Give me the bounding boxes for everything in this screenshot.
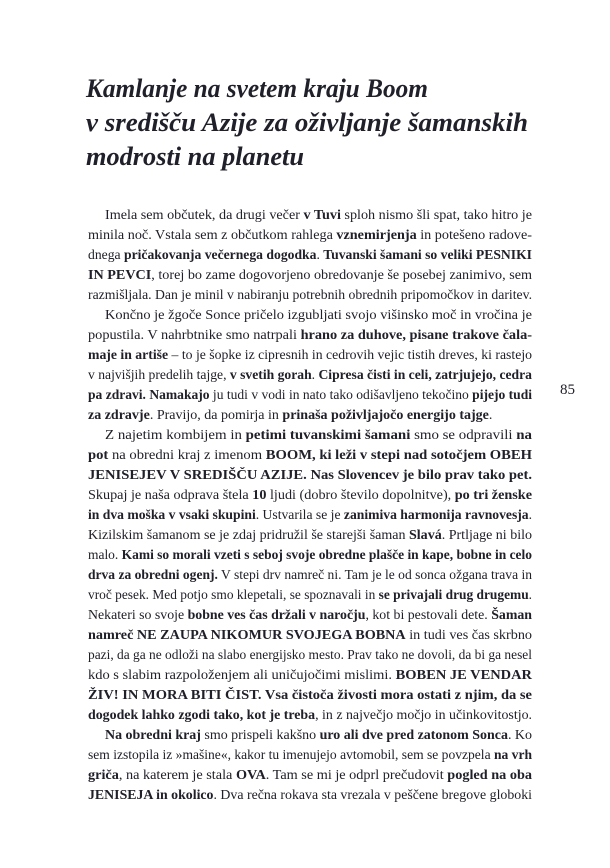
text-run: . bbox=[528, 588, 532, 603]
chapter-title-line bbox=[86, 106, 528, 140]
text-line-content bbox=[88, 786, 532, 806]
text-run: popustila. V nahrbtnike smo natrpali bbox=[88, 328, 301, 343]
text-line-content bbox=[88, 526, 532, 546]
bold-text-run: dogodek lahko zgodi tako, kot je treba bbox=[88, 708, 316, 723]
text-run: Kizilskim šamanom se je zdaj pridružil še starejši šaman bbox=[88, 528, 409, 543]
text-line-content bbox=[88, 606, 532, 626]
text-run: , torej bo zame dogovorjeno obredovanje še posebej zanimivo, sem bbox=[151, 268, 532, 283]
text-line bbox=[88, 206, 532, 226]
text-run: . Prtljage ni bilo bbox=[441, 528, 532, 543]
text-line-content bbox=[88, 586, 532, 606]
text-line-content bbox=[88, 706, 532, 726]
text-line-content bbox=[88, 366, 532, 386]
text-line bbox=[88, 246, 532, 266]
text-run: sem izstopila iz »mašine«, kakor tu imenujejo avtomobil, sem se povzpela bbox=[88, 748, 494, 763]
text-line bbox=[88, 566, 532, 586]
text-line-content bbox=[88, 346, 532, 366]
text-run: smo se odpravili bbox=[410, 428, 517, 443]
bold-text-run: uro ali dve pred zatonom Sonca bbox=[319, 728, 508, 743]
text-line bbox=[88, 366, 532, 386]
text-run: dnega bbox=[88, 248, 124, 263]
bold-text-run: pot bbox=[88, 448, 109, 463]
bold-text-run: griča bbox=[88, 768, 119, 783]
bold-text-run: Šaman bbox=[491, 608, 532, 623]
paragraph bbox=[88, 206, 532, 306]
text-line-content bbox=[88, 246, 532, 266]
text-line bbox=[88, 386, 532, 406]
bold-text-run: ŽIV! IN MORA BITI ČIST. Vsa čistoča živosti mora ostati z njim, da se bbox=[88, 688, 532, 703]
text-run: – to je šopke iz cipresnih in cedrovih vejic tistih dreves, ki rastejo bbox=[168, 348, 532, 363]
chapter-title-text: modrosti na planetu bbox=[86, 142, 304, 171]
text-line-content bbox=[88, 646, 532, 666]
chapter-title-line bbox=[86, 140, 512, 174]
chapter-title-text: Kamlanje na svetem kraju Boom bbox=[86, 74, 428, 103]
bold-text-run: bobne ves čas držali v naročju bbox=[187, 608, 366, 623]
bold-text-run: JENISEJA in okolico bbox=[88, 788, 214, 803]
text-run: na obredni kraj z imenom bbox=[108, 448, 266, 463]
text-run: . Dva rečna rokava sta vrezala v peščene bregove globoki bbox=[213, 788, 532, 803]
text-line bbox=[88, 226, 532, 246]
text-run: malo. bbox=[88, 548, 122, 563]
text-run: Končno je žgoče Sonce pričelo izgubljati svojo višinsko moč in vročina je bbox=[105, 308, 532, 323]
bold-text-run: drva za obredni ogenj. bbox=[88, 568, 218, 583]
text-line bbox=[88, 286, 532, 306]
text-run: in tudi ves čas skrbno bbox=[405, 628, 532, 643]
bold-text-run: zanimiva harmonija ravnovesja bbox=[343, 508, 529, 523]
text-run: . bbox=[528, 508, 532, 523]
text-line-content bbox=[88, 326, 532, 346]
bold-text-run: pijejo tudi bbox=[472, 388, 532, 403]
text-line bbox=[88, 326, 532, 346]
text-line-content bbox=[88, 446, 532, 466]
text-run: razmišljala. Dan je minil v nabiranju potrebnih obrednih pripomočkov in daritev. bbox=[88, 288, 532, 303]
bold-text-run: prinaša poživljajočo energijo tajge bbox=[282, 408, 489, 423]
text-line-content bbox=[88, 686, 532, 706]
text-run: sploh nismo šli spat, tako hitro je bbox=[340, 208, 532, 223]
text-line-content bbox=[88, 266, 532, 286]
bold-text-run: Tuvanski šamani so veliki PESNIKI bbox=[323, 248, 532, 263]
bold-text-run: pričakovanja večernega dogodka bbox=[123, 248, 317, 263]
text-run: Skupaj je naša odprava štela bbox=[88, 488, 253, 503]
text-line-content bbox=[105, 306, 532, 326]
bold-text-run: na bbox=[516, 428, 532, 443]
text-run: kdo s slabim razpoloženjem ali uničujočimi mislimi. bbox=[88, 668, 396, 683]
text-line bbox=[88, 486, 532, 506]
text-line-content bbox=[88, 226, 532, 246]
bold-text-run: v svetih gorah bbox=[229, 368, 312, 383]
text-line-content bbox=[88, 566, 532, 586]
bold-text-run: Na obredni kraj bbox=[105, 728, 201, 743]
text-line-content bbox=[88, 546, 532, 566]
text-line bbox=[88, 726, 532, 746]
bold-text-run: namreč NE ZAUPA NIKOMUR SVOJEGA BOBNA bbox=[88, 628, 406, 643]
text-run: smo prispeli kakšno bbox=[200, 728, 320, 743]
bold-text-run: v Tuvi bbox=[303, 208, 341, 223]
text-run: , in z največjo močjo in učinkovitostjo. bbox=[315, 708, 532, 723]
text-line-content bbox=[105, 726, 532, 746]
bold-text-run: in dva moška v vsaki skupini bbox=[88, 508, 256, 523]
text-line-content bbox=[88, 626, 532, 646]
bold-text-run: hrano za duhove, pisane trakove čala- bbox=[300, 328, 532, 343]
text-line-content bbox=[88, 406, 492, 426]
bold-text-run: za zdravje bbox=[88, 408, 150, 423]
bold-text-run: 10 bbox=[252, 488, 267, 503]
text-line bbox=[88, 686, 532, 706]
text-line-content bbox=[105, 206, 532, 226]
text-run: minila noč. Vstala sem z občutkom rahlega bbox=[88, 228, 337, 243]
bold-text-run: IN PEVCI bbox=[88, 268, 152, 283]
bold-text-run: maje in artiše bbox=[88, 348, 169, 363]
bold-text-run: vznemirjenja bbox=[336, 228, 417, 243]
bold-text-run: JENISEJEV V SREDIŠČU AZIJE. Nas Slovencev je bilo prav tako pet. bbox=[88, 468, 532, 483]
text-line bbox=[88, 266, 532, 286]
text-line-content bbox=[105, 426, 532, 446]
text-line bbox=[88, 706, 532, 726]
bold-text-run: pa zdravi. Namakajo bbox=[88, 388, 210, 403]
bold-text-run: petimi tuvanskimi šamani bbox=[245, 428, 411, 443]
text-line bbox=[88, 426, 532, 446]
text-line bbox=[88, 766, 532, 786]
bold-text-run: se privajali drug drugemu bbox=[378, 588, 529, 603]
text-run: . bbox=[488, 408, 493, 423]
paragraph bbox=[88, 726, 532, 806]
bold-text-run: Kami so morali vzeti s seboj svoje obredne plašče in kape, bobne in celo bbox=[121, 548, 533, 563]
text-line bbox=[88, 306, 532, 326]
text-line bbox=[88, 546, 532, 566]
bold-text-run: po tri ženske bbox=[454, 488, 532, 503]
text-run: v najvišjih predelih tajge, bbox=[88, 368, 230, 383]
text-line bbox=[88, 646, 532, 666]
bold-text-run: Cipresa čisti in celi, zatrjujejo, cedra bbox=[318, 368, 532, 383]
text-line-content bbox=[88, 666, 532, 686]
text-line-content bbox=[88, 746, 532, 766]
bold-text-run: Slavá bbox=[408, 528, 442, 543]
text-line bbox=[88, 626, 532, 646]
bold-text-run: BOOM, ki leži v stepi nad sotočjem OBEH bbox=[265, 448, 532, 463]
text-line bbox=[88, 466, 532, 486]
text-run: pazi, da ga ne odloži na slabo energijsko mesto. Prav tako ne dovoli, da bi ga nesel bbox=[88, 648, 532, 663]
text-line-content bbox=[88, 506, 532, 526]
text-run: . Tam se mi je odprl prečudovit bbox=[265, 768, 448, 783]
paragraph bbox=[88, 306, 532, 426]
text-line bbox=[88, 586, 532, 606]
text-run: . Ustvarila se je bbox=[255, 508, 344, 523]
text-line bbox=[88, 346, 532, 366]
text-run: , na katerem je stala bbox=[118, 768, 236, 783]
text-run: Imela sem občutek, da drugi večer bbox=[105, 208, 304, 223]
text-run: Z najetim kombijem in bbox=[105, 428, 246, 443]
bold-text-run: na vrh bbox=[493, 748, 532, 763]
chapter-title bbox=[86, 72, 528, 174]
text-line-content bbox=[88, 386, 532, 406]
text-line-content bbox=[88, 766, 532, 786]
text-run: . bbox=[311, 368, 319, 383]
text-line-content bbox=[88, 466, 532, 486]
text-run: . Pravijo, da pomirja in bbox=[149, 408, 283, 423]
text-run: . bbox=[316, 248, 324, 263]
text-line bbox=[88, 446, 532, 466]
text-line-content bbox=[88, 486, 532, 506]
text-run: vroč pesek. Med potjo smo klepetali, se spoznavali in bbox=[88, 588, 379, 603]
text-line bbox=[88, 606, 532, 626]
bold-text-run: pogled na oba bbox=[447, 768, 532, 783]
text-run: V stepi drv namreč ni. Tam je le od sonca ožgana trava in bbox=[217, 568, 533, 583]
text-line bbox=[88, 786, 532, 806]
text-run: , kot bi pestovali dete. bbox=[365, 608, 492, 623]
chapter-title-text: v središču Azije za oživljanje šamanskih bbox=[86, 108, 528, 137]
page-number: 85 bbox=[560, 382, 575, 398]
text-line bbox=[88, 526, 532, 546]
text-line bbox=[88, 506, 532, 526]
text-run: in potešeno radove- bbox=[416, 228, 532, 243]
bold-text-run: OVA bbox=[235, 768, 266, 783]
text-run: ljudi (dobro število dopolnitve), bbox=[266, 488, 455, 503]
bold-text-run: BOBEN JE VENDAR bbox=[395, 668, 532, 683]
text-line bbox=[88, 746, 532, 766]
text-line bbox=[88, 666, 532, 686]
body-text bbox=[88, 206, 532, 806]
text-line bbox=[88, 406, 532, 426]
chapter-title-line bbox=[86, 72, 512, 106]
text-run: Nekateri so svoje bbox=[88, 608, 188, 623]
text-run: ju tudi v vodi in nato tako odišavljeno tekočino bbox=[209, 388, 473, 403]
text-run: . Ko bbox=[507, 728, 532, 743]
text-line-content bbox=[88, 286, 532, 306]
paragraph bbox=[88, 426, 532, 726]
